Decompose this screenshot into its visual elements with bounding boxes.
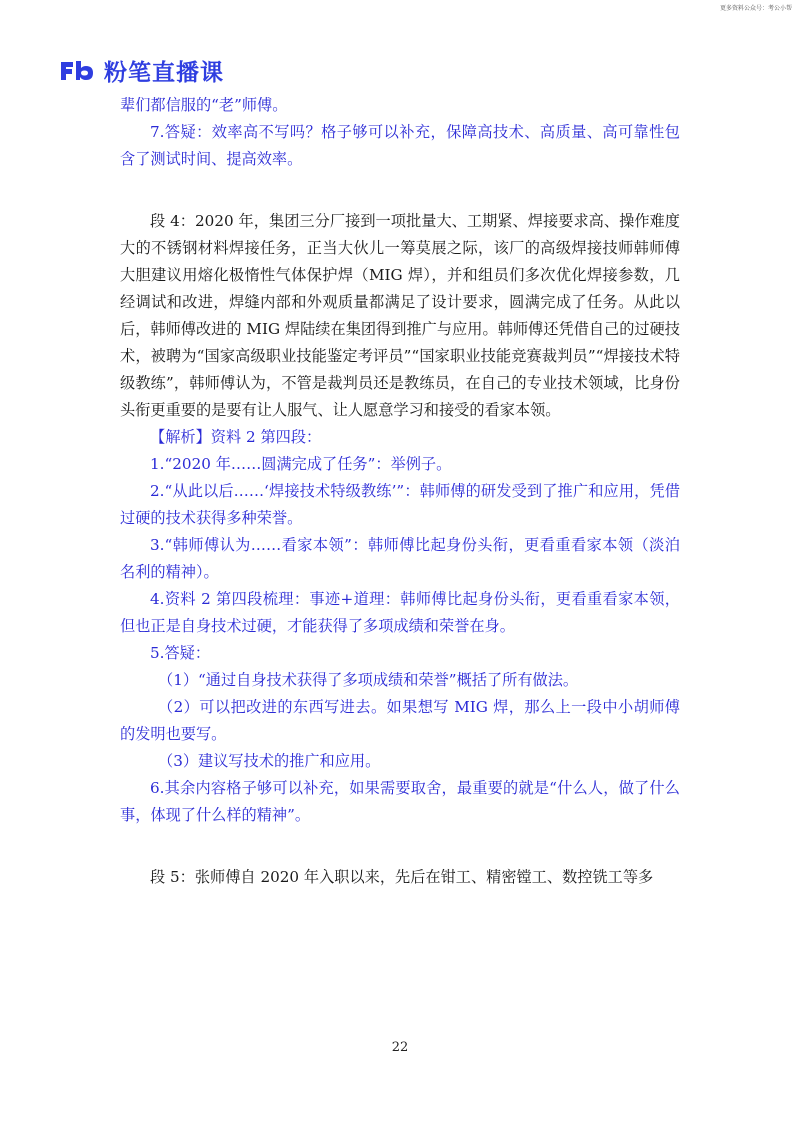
paragraph-section-4: 段 4：2020 年，集团三分厂接到一项批量大、工期紧、焊接要求高、操作难度大的不锈钢材料焊接任务，正当大伙儿一筹莫展之际，该厂的高级焊接技师韩师傅大胆建议用熔化极惰性气体保护焊（MIG 焊），并和组员们多次优化焊接参数，几经调试和改进，焊缝内部和外观质量都满足了设计要求，圆满完成了任务。从此以后，韩师傅改进的 MIG 焊陆续在集团得到推广与应用。韩师傅还凭借自己的过硬技术，被聘为“国家高级职业技能鉴定考评员”“国家职业技能竞赛裁判员”“焊接技术特级教练”，韩师傅认为，不管是裁判员还是教练员，在自己的专业技术领域，比身份头衔更重要的是要有让人服气、让人愿意学习和接受的看家本领。	[120, 212, 680, 419]
corner-note: 更多资料公众号：考公小帮	[719, 5, 792, 12]
brand-name: 粉笔直播课	[104, 60, 224, 86]
qa-point-1: （1）“通过自身技术获得了多项成绩和荣誉”概括了所有做法。	[158, 671, 579, 689]
qa-point-3: （3）建议写技术的推广和应用。	[158, 752, 381, 770]
document-body	[120, 92, 680, 891]
fb-logo-icon	[58, 59, 96, 83]
paragraph-continuation: 辈们都信服的“老”师傅。	[120, 96, 288, 114]
page-number: 22	[391, 1040, 409, 1055]
analysis-heading: 【解析】资料 2 第四段：	[150, 428, 322, 446]
paragraph-section-5: 段 5：张师傅自 2020 年入职以来，先后在钳工、精密镗工、数控铣工等多	[150, 868, 654, 886]
qa-point-2: （2）可以把改进的东西写进去。如果想写 MIG 焊，那么上一段中小胡师傅的发明也要写。	[120, 698, 680, 743]
analysis-item-2: 2.“从此以后……‘焊接技术特级教练’”：韩师傅的研发受到了推广和应用，凭借过硬的技术获得多种荣誉。	[120, 482, 680, 527]
paragraph-q7: 7.答疑：效率高不写吗？格子够可以补充，保障高技术、高质量、高可靠性包含了测试时间、提高效率。	[120, 123, 680, 168]
analysis-item-4: 4.资料 2 第四段梳理：事迹+道理：韩师傅比起身份头衔，更看重看家本领，但也正是自身技术过硬，才能获得了多项成绩和荣誉在身。	[120, 590, 680, 635]
analysis-item-1: 1.“2020 年……圆满完成了任务”：举例子。	[150, 455, 452, 473]
analysis-item-6: 6.其余内容格子够可以补充，如果需要取舍，最重要的就是“什么人，做了什么事，体现了什么样的精神”。	[120, 779, 680, 824]
brand-logo	[58, 54, 224, 87]
analysis-item-5: 5.答疑：	[150, 644, 211, 662]
analysis-item-3: 3.“韩师傅认为……看家本领”：韩师傅比起身份头衔，更看重看家本领（淡泊名利的精神）。	[120, 536, 680, 581]
